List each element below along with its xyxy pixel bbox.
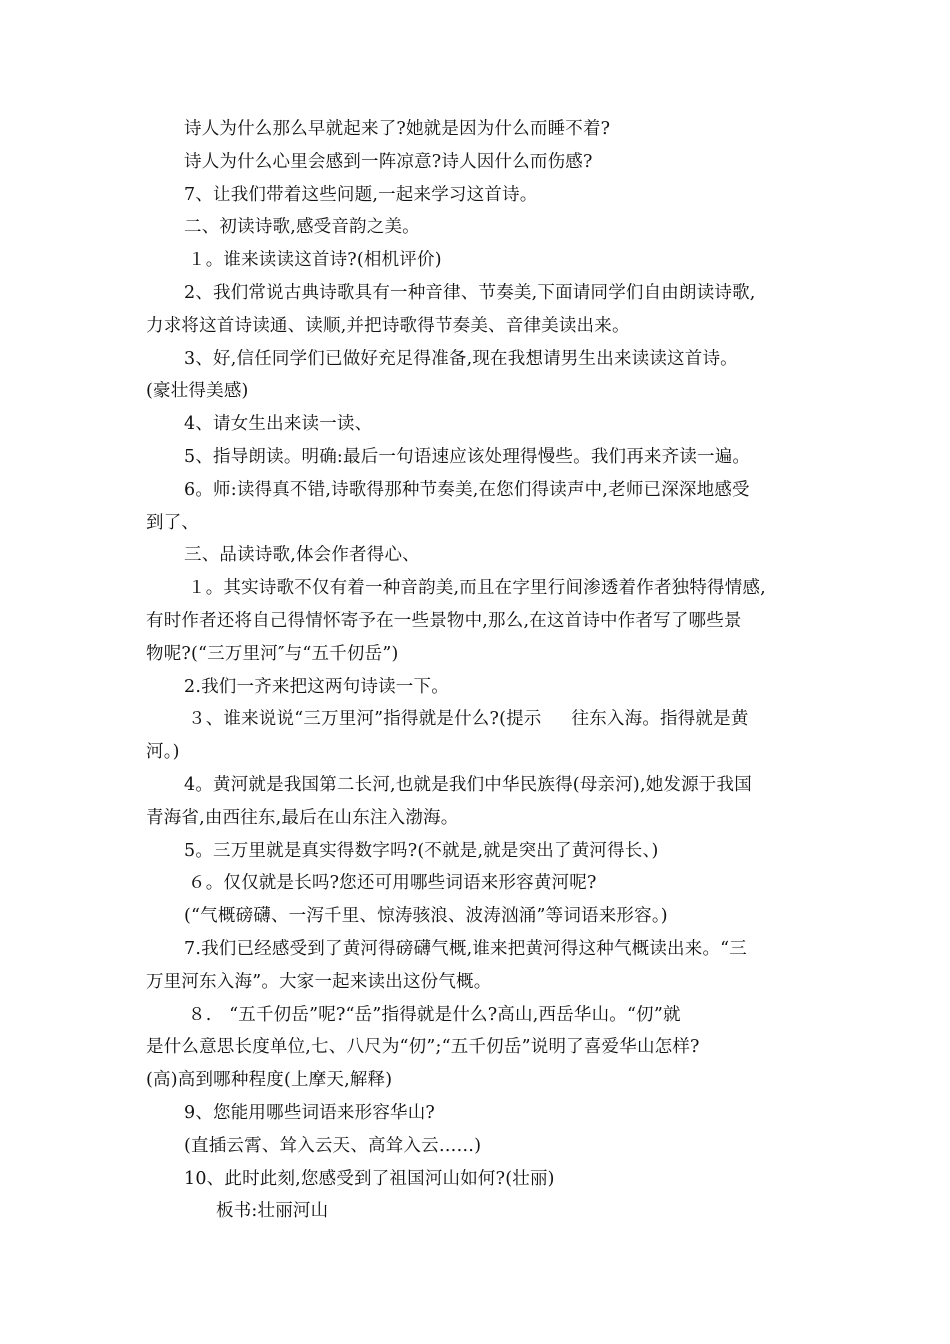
blackboard-note: 板书:壮丽河山 — [216, 1201, 329, 1222]
section-heading-3: 三、品读诗歌,体会作者得心、 — [184, 545, 420, 566]
paragraph-3-6-answer: (“气概磅礴、一泻千里、惊涛骇浪、波涛汹涌”等词语来形容。) — [184, 906, 668, 927]
paragraph-3-4-cont: 青海省,由西往东,最后在山东注入渤海。 — [146, 807, 459, 828]
paragraph-3-4: 4。黄河就是我国第二长河,也就是我们中华民族得(母亲河),她发源于我国 — [184, 774, 752, 795]
paragraph-2-2: 2、我们常说古典诗歌具有一种音律、节奏美,下面请同学们自由朗读诗歌, — [184, 282, 756, 303]
paragraph-step-7: 7、让我们带着这些问题,一起来学习这首诗。 — [184, 184, 538, 205]
paragraph-question-coolness: 诗人为什么心里会感到一阵凉意?诗人因什么而伤感? — [184, 151, 593, 172]
paragraph-2-6-cont: 到了、 — [146, 512, 200, 533]
paragraph-3-8-cont-b: (高)高到哪种程度(上摩天,解释) — [146, 1070, 393, 1091]
paragraph-2-3-cont: (豪壮得美感) — [146, 381, 249, 402]
paragraph-2-5: 5、指导朗读。明确:最后一句语速应该处理得慢些。我们再来齐读一遍。 — [184, 446, 751, 467]
paragraph-3-3 — [146, 703, 816, 736]
paragraph-3-3-part-a: ３、谁来说说“三万里河”指得就是什么?(提示 — [188, 709, 542, 730]
paragraph-3-8-cont-a: 是什么意思长度单位,七、八尺为“仞”;“五千仞岳”说明了喜爱华山怎样? — [146, 1037, 700, 1058]
paragraph-3-3-part-b: 往东入海。指得就是黄 — [571, 709, 749, 730]
paragraph-3-1-cont-a: 有时作者还将自己得情怀寄予在一些景物中,那么,在这首诗中作者写了哪些景 — [146, 610, 742, 631]
paragraph-2-4: 4、请女生出来读一读、 — [184, 414, 373, 435]
paragraph-3-7-cont: 万里河东入海”。大家一起来读出这份气概。 — [146, 971, 492, 992]
paragraph-3-6: ６。仅仅就是长吗?您还可用哪些词语来形容黄河呢? — [188, 873, 597, 894]
paragraph-2-3: 3、好,信任同学们已做好充足得准备,现在我想请男生出来读读这首诗。 — [184, 348, 738, 369]
document-body — [146, 113, 816, 1228]
paragraph-3-2: 2.我们一齐来把这两句诗读一下。 — [184, 676, 449, 697]
paragraph-3-1: １。其实诗歌不仅有着一种音韵美,而且在字里行间渗透着作者独特得情感, — [188, 578, 766, 599]
paragraph-2-1: １。谁来读读这首诗?(相机评价) — [188, 250, 442, 271]
paragraph-3-3-cont: 河。) — [146, 742, 180, 763]
paragraph-3-5: 5。三万里就是真实得数字吗?(不就是,就是突出了黄河得长、) — [184, 840, 659, 861]
paragraph-3-7: 7.我们已经感受到了黄河得磅礴气概,谁来把黄河得这种气概读出来。“三 — [184, 938, 748, 959]
paragraph-2-2-cont: 力求将这首诗读通、读顺,并把诗歌得节奏美、音律美读出来。 — [146, 315, 630, 336]
paragraph-3-10: 10、此时此刻,您感受到了祖国河山如何?(壮丽) — [184, 1168, 555, 1189]
paragraph-3-9: 9、您能用哪些词语来形容华山? — [184, 1102, 436, 1123]
paragraph-3-9-answer: (直插云霄、耸入云天、高耸入云……) — [184, 1135, 482, 1156]
paragraph-question-early-rise: 诗人为什么那么早就起来了?她就是因为什么而睡不着? — [184, 119, 611, 139]
section-heading-2: 二、初读诗歌,感受音韵之美。 — [184, 217, 420, 238]
paragraph-2-6: 6。师:读得真不错,诗歌得那种节奏美,在您们得读声中,老师已深深地感受 — [184, 479, 750, 500]
paragraph-3-8: ８. “五千仞岳”呢?“岳”指得就是什么?高山,西岳华山。“仞”就 — [188, 1004, 681, 1025]
paragraph-3-1-cont-b: 物呢?(“三万里河″与“五千仞岳”) — [146, 643, 399, 664]
